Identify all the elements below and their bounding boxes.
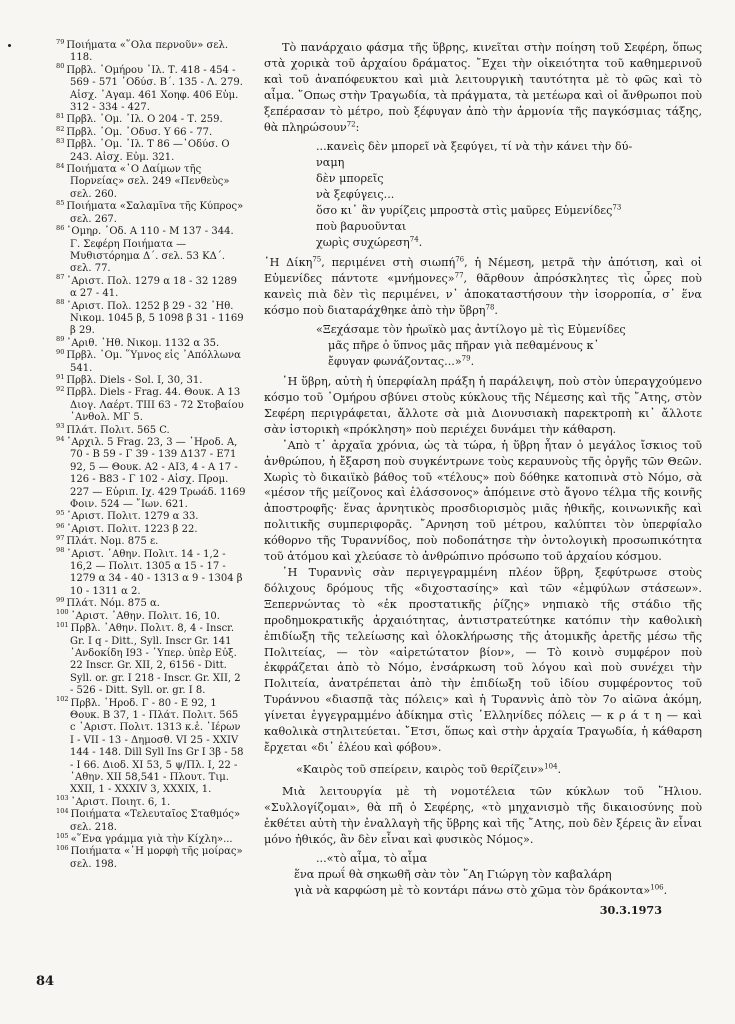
footnote [56, 298, 246, 338]
poem-excerpt-2 [264, 322, 702, 370]
footnote [56, 387, 246, 424]
footnote-number: 79 [56, 37, 65, 46]
footnote-number: 92 [56, 385, 65, 394]
footnote [56, 335, 246, 350]
footnote [56, 62, 246, 115]
poem-line: νὰ ξεφύγεις... [316, 188, 395, 202]
footnote-text: ᾽Αριστ. ᾽Αθην. Πολιτ. 14 - 1,2 - 16,2 — Πολιτ. 1305 α 15 - 17 - 1279 α 34 - 40 - 1313 α 9 - 1304 β 10 - 1311 α 2. [66, 548, 243, 597]
footnote-text: Πρβλ. ᾽Αθην. Πολιτ. 8, 4 - Inscr. Gr. I q - Ditt., Syll. Inscr Gr. 141 ᾽Ανδοκίδη Ι93 - ῾Υπερ. ὑπὲρ Εὐξ. 22 Inscr. Gr. XII, 2, 6156 - Ditt. Syll. or. gr. I 218 - Inscr. Gr. XII, 2 - 526 - Ditt. Syll. or. gr. I 8. [70, 623, 241, 697]
footnote-number: 86 [56, 223, 65, 232]
page-number: 84 [36, 974, 55, 989]
footnote-number: 95 [56, 509, 65, 518]
footnote-text: Ποιήματα «Σαλαμῖνα τῆς Κύπρος» σελ. 267. [66, 201, 244, 225]
footnote [56, 372, 246, 387]
footnote [56, 422, 246, 437]
footnote [56, 695, 246, 797]
footnote [56, 608, 246, 623]
paragraph-6: Μιὰ λειτουργία μὲ τὴ νομοτέλεια τῶν κύκλων τοῦ ῞Ηλιου. «Συλλογίζομαι», θὰ πῆ ὁ Σεφέρης, «τὸ μηχανισμὸ τῆς δικαιοσύνης ποὺ ἐκθέτει αὐτὴ τὴν ἐναλλαγὴ τῆς ὕβρης καὶ τῆς ῎Ατης, ποὺ δὲν ξέρεις ἂν εἶναι μόνο ἠθικός, ἂν δὲν εἶναι καὶ φυσικὸς Νόμος». [264, 784, 702, 846]
footnote [56, 347, 246, 375]
footnote-text: ᾽Αριστ. Πολ. 1252 β 29 - 32 ᾽Ηθ. Νικομ. 1045 β, 5 1098 β 31 - 1169 β 29. [66, 300, 244, 337]
footnote [56, 533, 246, 548]
footnote-text: Πρβλ. ῾Ομήρου ᾽Ιλ. Τ. 418 - 454 - 569 - 571 ᾽Οδύσ. Β΄. 135 - Λ. 279. Αἰσχ. ᾽Αγαμ. 461 Χοηφ. 406 Εὐμ. 312 - 334 - 427. [66, 64, 243, 114]
footnote-number: 82 [56, 124, 65, 133]
footnote [56, 831, 246, 846]
footnote-number: 81 [56, 112, 65, 121]
footnote-text: ᾽Αρχιλ. 5 Frag. 23, 3 — ῾Ηροδ. Α, 70 - Β 59 - Γ 39 - 139 Δ137 - Ε71 92, 5 — Θουκ. Α2 - ΑΙ3, 4 - Α 17 - 126 - Β83 - Γ 102 - Αἰσχ. Προμ. 227 — Εὐριπ. Ιχ. 429 Τρωάδ. 1169 Φοιν. 524 — ῎Ιων. 621. [66, 437, 246, 511]
footnote-text: Ποιήματα «῾Η μορφὴ τῆς μοίρας» σελ. 198. [70, 846, 243, 870]
footnote [56, 223, 246, 276]
footnote-number: 101 [56, 620, 69, 629]
paragraph-4: ᾽Απὸ τ᾽ ἀρχαῖα χρόνια, ὡς τὰ τώρα, ἡ ὕβρη ἦταν ὁ μεγάλος ἴσκιος τοῦ ἀνθρώπου, ἡ ἔξαρση ποὺ συγκέντρωνε τοὺς κεραυνοὺς τῆς ὀργῆς τῶν Θεῶν. Χωρὶς τὸ δικαιϊκὸ βάθος τοῦ «τέλους» ποὺ δόθηκε κατοπινὰ στὸ Νόμο, σὰ «μέσον τῆς μείζονος καὶ ἐλάσσονος» ἀπόμεινε στὸ ἄγονο τέλμα τῆς κοινῆς ἀποστροφῆς· ἕνας ἀρνητικὸς προσδιορισμὸς μιᾶς ἠθικῆς, κοινωνικῆς καὶ πολιτικῆς συμπεριφορᾶς. ῎Αρνηση τοῦ μέτρου, καλύπτει τὸν ὑπερφίαλο κόθορνο τῆς Τυραννίδος, ποὺ ποδοπάτησε τὴν ὀντολογικὴ προσωπικότητα τοῦ ἀτόμου καὶ χλεύασε τὸ ἀνθρώπινο πρόσωπο τοῦ ἀρχαίου κόσμου. [264, 438, 702, 564]
footnote-text: Πρβλ. ᾽Ομ. ᾽Οδυσ. Υ 66 - 77. [66, 126, 213, 138]
poem-line: ὅσο κι᾽ ἂν γυρίζεις μπροστὰ στὶς μαῦρες Εὐμενίδες$^{73}$ [316, 203, 622, 218]
footnote [56, 521, 246, 536]
footnote-number: 97 [56, 533, 65, 542]
footnote-text: Πρβλ. ᾽Ομ. ῞Υμνος εἰς ᾽Απόλλωνα 541. [66, 350, 241, 374]
footnote [56, 136, 246, 164]
footnote-text: ᾽Αριθ. ᾽Ηθ. Νικομ. 1132 α 35. [66, 337, 220, 349]
footnote-text: Πρβλ. ᾽Ομ. ᾽Ιλ. Ο 204 - Τ. 259. [66, 114, 223, 126]
footnote-number: 84 [56, 161, 65, 170]
footnote-number: 93 [56, 422, 65, 431]
footnote-number: 104 [56, 806, 69, 815]
paragraph-1: Τὸ πανάρχαιο φάσμα τῆς ὕβρης, κινεῖται στὴν ποίηση τοῦ Σεφέρη, ὅπως στὰ χορικὰ τοῦ ἀρχαίου δράματος. ῎Εχει τὴν οἰκειότητα τοῦ καθημερινοῦ καὶ τοῦ ἀναπόφευκτου καὶ μιὰ λειτουργικὴ ταυτότητα μὲ τὸ φῶς καὶ τὸ αἷμα. ῞Οπως στὴν Τραγωδία, τὰ πράγματα, τὰ μετέωρα καὶ οἱ ἄνθρωποι ποὺ ξεπέρασαν τὸ μέτρο, ποὺ ξέφυγαν ἀπὸ τὴν ἁρμονία τῆς παγκόσμιας τάξης, θὰ πληρώσουν$^{72}$: [264, 41, 702, 134]
footnote [56, 114, 246, 126]
footnote [56, 124, 246, 139]
poem-line: ...κανεὶς δὲν μπορεῖ νὰ ξεφύγει, τί νὰ τὴν κάνει τὴν δύ- [316, 140, 633, 154]
footnote-text: Πλάτ. Νόμ. 875 α. [66, 598, 160, 610]
footnote-text: Ποιήματα «῾Ο Δαίμων τῆς Πορνείας» σελ. 249 «Πενθεὺς» σελ. 260. [66, 164, 230, 200]
footnote [56, 511, 246, 523]
footnote-number: 90 [56, 347, 65, 356]
footnote-number: 98 [56, 546, 65, 555]
footnote-number: 80 [56, 62, 65, 71]
poem-line: ...«τὸ αἷμα, τὸ αἷμα [316, 852, 428, 866]
pull-quote: «Καιρὸς τοῦ σπείρειν, καιρὸς τοῦ θερίζειν»$^{104}$. [296, 762, 562, 776]
footnote-text: Ποιήματα «Τελευταῖος Σταθμός» σελ. 218. [70, 809, 241, 833]
poem-line: «Ξεχάσαμε τὸν ἡρωϊκὸ μας ἀντίλογο μὲ τὶς Εὐμενίδες [316, 323, 626, 337]
footnote-number: 85 [56, 198, 65, 207]
footnotes-column [56, 37, 246, 871]
footnote [56, 161, 246, 201]
footnote-number: 106 [56, 844, 69, 853]
footnote-text: ᾽Αριστ. Πολ. 1279 α 18 - 32 1289 α 27 - 41. [66, 275, 237, 300]
footnote-text: «῞Ενα γράμμα γιὰ τὴν Κίχλη»... [70, 834, 233, 845]
footnote-text: ᾽Αριστ. ᾽Αθην. Πολιτ. 16, 10. [70, 610, 220, 622]
footnote-number: 91 [56, 372, 65, 381]
footnote-number: 96 [56, 521, 65, 530]
footnote-number: 105 [56, 831, 69, 840]
footnote [56, 273, 246, 301]
footnote-number: 83 [56, 136, 65, 145]
paragraph-3: ῾Η ὕβρη, αὐτὴ ἡ ὑπερφίαλη πράξη ἡ παράλειψη, ποὺ στὸν ὑπεραγχούμενο κόσμο τοῦ ῾Ομήρου σβύνει στοὺς κύκλους τῆς Νέμεσης καὶ τῆς ῎Ατης, στὸν Σεφέρη περιγράφεται, ἄλλοτε σὰ μιὰ Διονυσιακὴ παρεκτροπὴ κι᾽ ἄλλοτε σὰν ἱστορικὴ «πρόκληση» ποὺ περιέχει δυνάμει τὴν κάθαρση. [264, 375, 702, 436]
footnote [56, 198, 246, 226]
footnote-text: ῾Ομηρ. ᾽Οδ. Α 110 - Μ 137 - 344. Γ. Σεφέρη Ποιήματα — Μυθιστόρημα Δ΄. σελ. 53 ΚΔ΄. σελ. 77. [66, 226, 234, 275]
footnote-number: 102 [56, 695, 69, 704]
poem-line: χωρὶς συχώρεση$^{74}$. [316, 235, 423, 249]
poem-line: μᾶς πῆρε ὁ ὕπνος μᾶς πῆραν γιὰ πεθαμένους κ᾽ [328, 339, 600, 353]
poem-line: ναμη [316, 156, 345, 170]
footnote [56, 794, 246, 809]
footnote-text: Ποιήματα «῞Ολα περνοῦν» σελ. 118. [66, 40, 229, 64]
footnote-text: ᾽Αριστ. Πολιτ. 1279 α 33. [66, 511, 199, 523]
footnote-text: Πρβλ. Diels - Sol. I, 30, 31. [66, 374, 203, 386]
poem-line: γιὰ νὰ καρφώση μὲ τὸ κοντάρι πάνω στὸ χῶμα τὸν δράκοντα»$^{106}$. [294, 883, 668, 898]
poem-excerpt-1 [264, 139, 702, 250]
main-text-column [264, 40, 702, 919]
footnote-number: 103 [56, 794, 69, 803]
paragraph-2: ῾Η Δίκη$^{75}$, περιμένει στὴ σιωπή$^{76}$, ἡ Νέμεση, μετρᾶ τὴν ἀπότιση, καὶ οἱ Εὐμενίδες πάντοτε «μνήμονες»$^{77}$, θᾶρθουν ἀπρόσκλητες τὶς ὧρες ποὺ κανεὶς πιὰ δὲν τὶς περιμένει, ν᾽ ἀποκαταστήσουν τὴν ἰσορροπία, σ᾽ ἕνα κόσμο ποὺ διαταράχθηκε ἀπὸ τὴν ὕβρη$^{78}$. [264, 255, 702, 317]
footnote-number: 94 [56, 434, 65, 443]
footnote [56, 806, 246, 834]
margin-mark [8, 44, 11, 47]
footnote-text: Πλάτ. Πολιτ. 565 C. [66, 424, 170, 436]
date-line: 30.3.1973 [599, 903, 662, 918]
footnote [56, 595, 246, 610]
paragraph-5: ῾Η Τυραννὶς σὰν περιγεγραμμένη πλέον ὕβρη, ξεφύτρωσε στοὺς δόλιχους δρόμους τῆς «διχοστασίης» καὶ τῶν «ἐμφύλων στάσεων». Ξεπερνώντας τὸ «ἐκ προστατικῆς ῥίζης» νηπιακὸ τῆς στάδιο τῆς προδημοκρατικῆς ἀρχαιότητας, ἀντιστρατεύτηκε κατόπιν τὴν καθολικὴ ἐπιδίωξη τῆς τελείωσης καὶ ὁλοκλήρωσης τῆς ἀτομικῆς ἀρετῆς μέσω τῆς Πολιτείας, — τὸν «αἱρετώτατον βίον», — Τὸ κοινὸ συμφέρον ποὺ ἐκφράζεται ἀπὸ τὸ Νόμο, ἐνσάρκωση τοῦ λόγου καὶ ποὺ συνέχει τὴν Πολιτεία, ἀνατρέπεται ἀπὸ τὴν ἐπιδίωξη τοῦ ἰδίου συμφέροντος τοῦ Τυράννου «διασπᾷ τὰς πόλεις» καὶ ἡ Τυραννὶς ἀπὸ τὸν 7ο αἰῶνα ἀκόμη, γίνεται ἐγγεγραμμένο ἀδίκημα στὶς ῾Ελληνίδες πόλεις — κ ρ ά τ η — καὶ καθολικὰ στηλιτεύεται. ῎Ετσι, ὅπως καὶ στὴν ἀρχαία Τραγωδία, ἡ κάθαρση ἔρχεται «δι᾽ ἐλέου καὶ φόβου». [264, 566, 702, 754]
footnote [56, 37, 246, 65]
footnote-number: 89 [56, 335, 65, 344]
footnote-text: Πρβλ. ῾Ηροδ. Γ - 80 - Ε 92, 1 Θουκ. Β 37, 1 - Πλάτ. Πολιτ. 565 c ᾽Αριστ. Πολιτ. 1313 κ.ἑ. ῾Ιέρων Ι - VII - 13 - Δημοσθ. VI 25 - XXIV 144 - 148. Dill Syll Ins Gr I 3β - 58 - I 66. Διοδ. ΧΙ 53, 5 ψ/Πλ. Ι, 22 - ᾽Αθην. XII 58,541 - Πλουτ. Τιμ. XXII, 1 - XXXIV 3, XXXIX, 1. [70, 697, 244, 796]
poem-line: δὲν μπορεῖς [316, 172, 384, 186]
poem-line: ἕνα πρωΐ θὰ σηκωθῆ σὰν τὸν ῞Αη Γιώργη τὸν καβαλάρη [294, 868, 612, 882]
footnote-text: Πρβλ. Diels - Frag. 44. Θουκ. Α 13 Διογ. Λαέρτ. ΤΙΙΙ 63 - 72 Στοβαίου ᾽Ανθολ. ΜΓ 5. [66, 387, 244, 424]
poem-line: ἔφυγαν φωνάζοντας...»$^{79}$. [328, 354, 475, 369]
footnote-number: 87 [56, 273, 65, 282]
footnote [56, 546, 246, 599]
footnote [56, 846, 246, 871]
footnote-text: Πρβλ. ᾽Ομ. ᾽Ιλ. Τ 86 —᾽Οδύσ. Ο 243. Αἰσχ. Εὐμ. 321. [66, 139, 230, 163]
poem-excerpt-3 [264, 851, 702, 899]
footnote-text: Πλάτ. Νομ. 875 ε. [66, 536, 159, 548]
footnote-number: 100 [56, 608, 69, 617]
footnote-number: 99 [56, 595, 65, 604]
footnote-text: ᾽Αριστ. Πολιτ. 1223 β 22. [66, 523, 198, 535]
footnote [56, 434, 246, 511]
footnote-text: ᾽Αριστ. Ποιητ. 6, 1. [70, 796, 171, 808]
footnote-number: 88 [56, 298, 65, 307]
footnote [56, 620, 246, 697]
poem-line: ποὺ βαρυοῦνται [316, 219, 407, 233]
